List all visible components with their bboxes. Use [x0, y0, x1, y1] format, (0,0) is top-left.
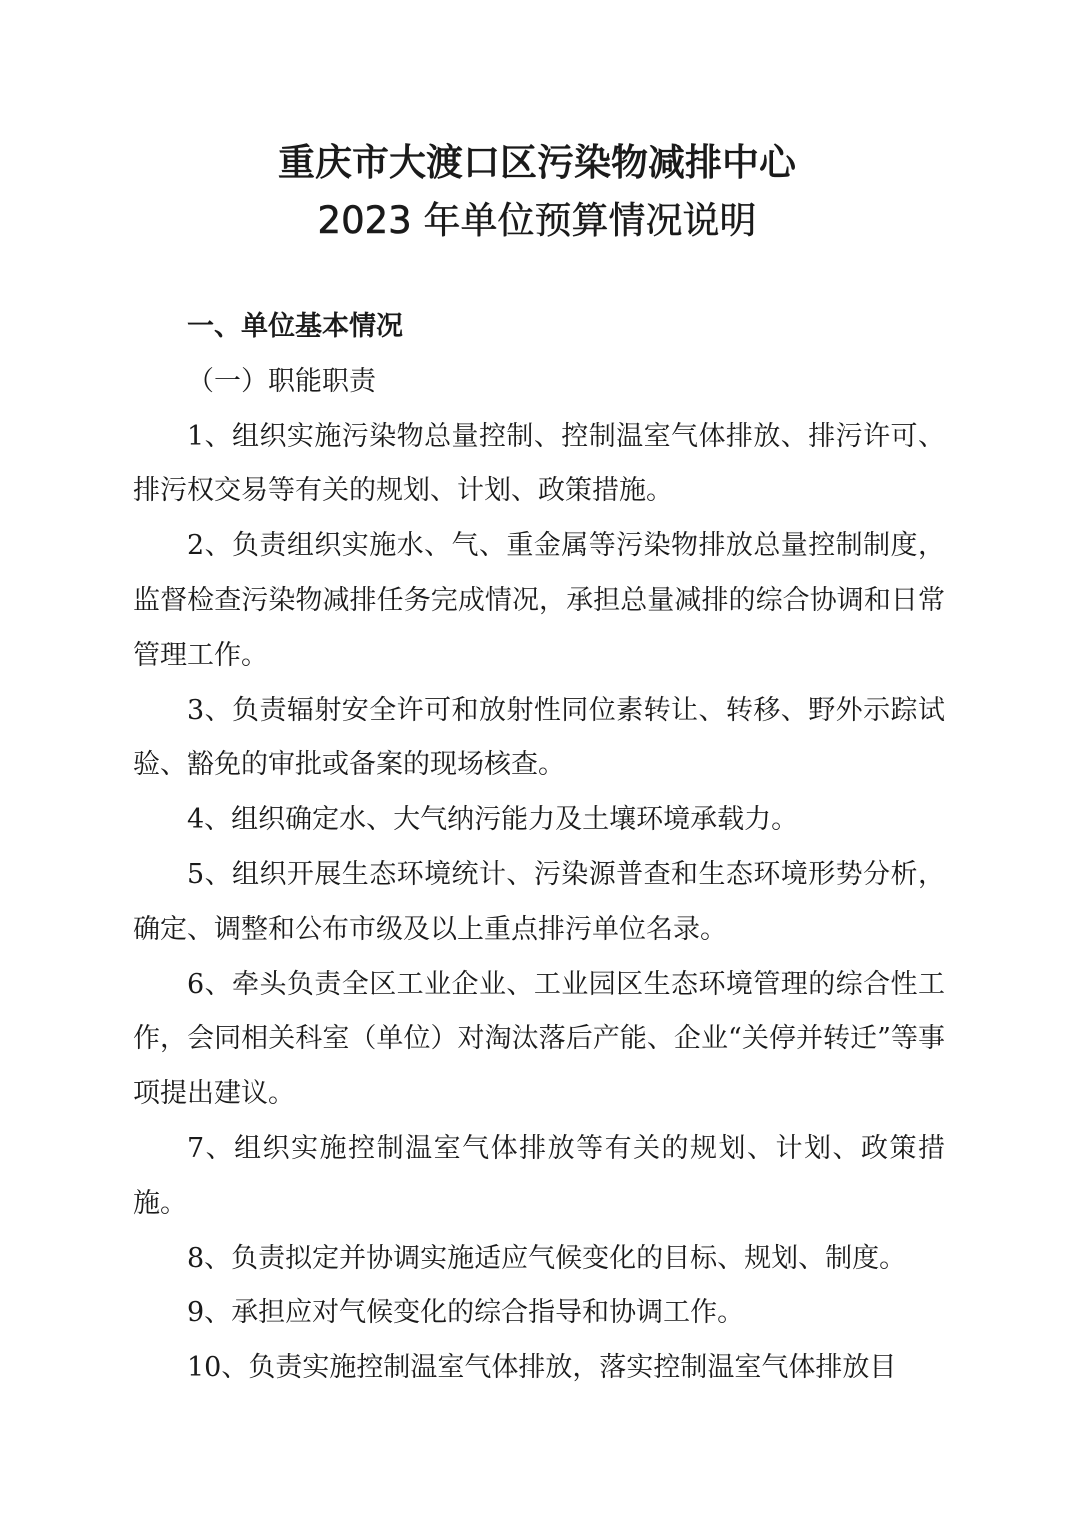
duty-paragraph-10: 10、负责实施控制温室气体排放，落实控制温室气体排放目: [187, 1352, 897, 1384]
title-line-organization: 重庆市大渡口区污染物减排中心: [278, 141, 796, 184]
document-body: [133, 300, 945, 1396]
title-line-budget: 2023 年单位预算情况说明: [317, 199, 757, 242]
subsection-heading: （一）职能职责: [187, 365, 376, 397]
document-title: [0, 134, 1074, 250]
duty-paragraph-6: 6、牵头负责全区工业企业、工业园区生态环境管理的综合性工作，会同相关科室（单位）对淘汰落后产能、企业“关停并转迁”等事项提出建议。: [133, 968, 945, 1110]
duty-paragraph-8: 8、负责拟定并协调实施适应气候变化的目标、规划、制度。: [187, 1242, 907, 1274]
duty-paragraph-5: 5、组织开展生态环境统计、污染源普查和生态环境形势分析，确定、调整和公布市级及以上重点排污单位名录。: [133, 858, 945, 945]
duty-paragraph-9: 9、承担应对气候变化的综合指导和协调工作。: [187, 1297, 745, 1329]
duty-paragraph-2: 2、负责组织实施水、气、重金属等污染物排放总量控制制度，监督检查污染物减排任务完成情况，承担总量减排的综合协调和日常管理工作。: [133, 530, 945, 671]
section-heading: 一、单位基本情况: [187, 311, 403, 342]
duty-paragraph-4: 4、组织确定水、大气纳污能力及土壤环境承载力。: [187, 804, 799, 836]
duty-paragraph-3: 3、负责辐射安全许可和放射性同位素转让、转移、野外示踪试验、豁免的审批或备案的现场核查。: [133, 694, 945, 781]
duty-paragraph-7: 7、组织实施控制温室气体排放等有关的规划、计划、政策措施。: [133, 1132, 945, 1219]
duty-paragraph-1: 1、组织实施污染物总量控制、控制温室气体排放、排污许可、排污权交易等有关的规划、计划、政策措施。: [133, 420, 945, 507]
